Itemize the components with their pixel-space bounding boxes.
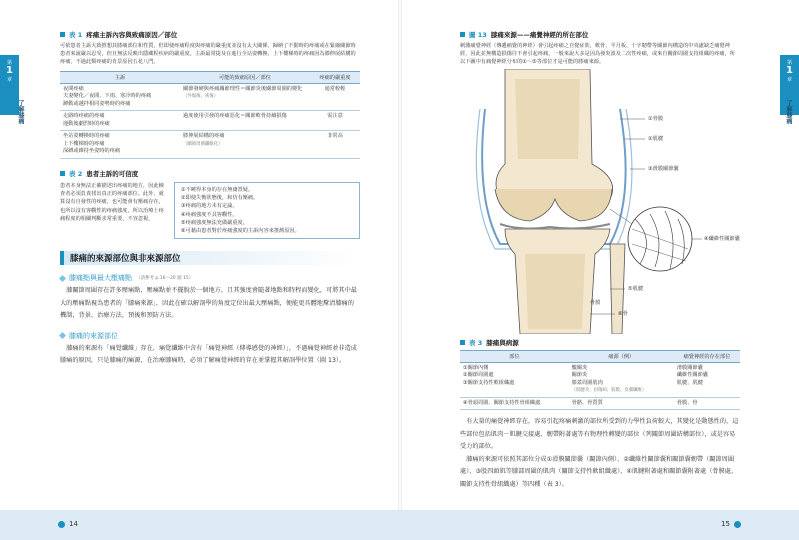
figure-label: ①骨膜	[648, 115, 664, 122]
table3-marker	[460, 340, 465, 345]
table2-list	[174, 182, 360, 240]
site-item: ④骨頭周圍、關節支持性骨組織處	[463, 399, 541, 406]
figure-label: ③滑膜關節囊	[648, 165, 679, 172]
table3-header: 痛源（例）	[569, 350, 674, 362]
complaint-item: 運動後劇烈時的疼痛	[63, 120, 110, 127]
complaint-item: 坐站姿轉換時的疼痛	[63, 133, 110, 140]
table1	[60, 71, 360, 159]
table3-header: 部位	[460, 350, 569, 362]
complaint-item: 走路時疼痛的疼痛	[63, 113, 105, 120]
nerve-item: 滑膜關節囊	[676, 364, 703, 371]
source-item: 膝蓋周圍肌肉	[571, 379, 603, 386]
complaint-item: 蹲動或越拌相同姿勢時的疼痛	[63, 100, 131, 107]
source-item: 關節炎	[571, 372, 588, 379]
nerve-item: 骨膜、骨	[676, 399, 698, 406]
book-gutter	[398, 0, 402, 540]
subsection-heading: 膝痛的來源部位	[60, 331, 360, 341]
figure-label: ②肌腱	[648, 135, 664, 142]
table1-header: 可能的致痛原因／部位	[180, 71, 310, 83]
figure13-title: 圖 13 膝痛來源——痛覺神經的所在部位	[460, 30, 740, 39]
cause-note: （關節周圍纖維化）	[183, 141, 223, 147]
page-dot-icon	[734, 521, 741, 528]
severity-cell: 通常較輕	[310, 83, 360, 111]
figure13-marker	[460, 32, 465, 37]
table-row	[60, 131, 360, 159]
list-item: ⑤疼痛強度無法充做嚴重度。	[181, 219, 248, 226]
table2	[60, 182, 360, 240]
table-row	[60, 83, 360, 111]
site-item: ①關節內側	[463, 364, 489, 371]
table3	[460, 350, 740, 411]
left-page	[60, 30, 360, 368]
source-item: 骨骼、骨質質	[571, 399, 603, 406]
cause-text: 膝伸展結構的疼痛	[183, 133, 225, 140]
chapter-label-left: 了解膝痛	[17, 100, 24, 124]
figure-label: 骨膜	[590, 299, 601, 306]
table-row	[60, 111, 360, 131]
page-number-right: 15	[721, 520, 741, 528]
table2-title: 表 2 患者主訴的可信度	[60, 169, 360, 178]
severity-cell: 需注意	[310, 111, 360, 131]
cause-note: （外傷後、術後）	[183, 94, 219, 100]
source-note: （肌腱炎、扭傷病、筋膜、皮膚纖維）	[571, 388, 647, 394]
table1-header: 主訴	[60, 71, 180, 83]
nerve-item: 纖維性關節囊	[676, 372, 708, 379]
cause-text: 過度使用引發的疼痛惡化＝關節軟骨持續損傷	[183, 113, 287, 120]
site-item: ②關節周圍處	[463, 372, 494, 379]
figure13-caption: 刺激痛覺神經（傳遞痛覺的神經）會引起疼痛之自覺症狀，軟骨、半月板、十字韌帶等關節內構造的中央處缺乏痛覺神經，因此並無構造損傷往不會引起疼痛，一般來說大多是因為發炎波及二次性疼痛，或來自關節周圍支持組織的疼痛，所以下圖中有痛覺神經分布的①～⑤等部位才是可能的膝痛來源。	[460, 43, 735, 66]
list-item: ②即使失衡狀態後，和仿有壓痛。	[181, 194, 259, 201]
figure-label: ⑤肌腱	[628, 285, 644, 292]
table-row	[460, 362, 740, 397]
severity-cell: 非常高	[310, 131, 360, 159]
section-title: 膝痛的來源部位與非來源部位	[60, 251, 360, 265]
cause-text: 關節發硬與疼痛關節理性＝關節炎後關節周圍的變化	[183, 85, 303, 92]
site-item: ③關節支持性軟組織處	[463, 379, 515, 386]
diamond-icon	[59, 275, 66, 282]
table2-marker	[60, 171, 65, 176]
paragraph: 有大量的痛覺神經存在，容易引起疼痛刺激的部位所受到的力學性負荷較大，其變化是動態性的，這些部位包括肌肉－肌腱交接處、韌帶附著處等有物理性轉變的部位（列關節周圍結構部位），或是容易受力的部位。	[460, 418, 739, 451]
table1-marker	[60, 32, 65, 37]
subsection-heading: 膝痛點與最大壓痛點 （請參考 p.16～20 圖 15）	[60, 273, 360, 283]
knee-anatomy-figure	[460, 69, 740, 334]
diamond-icon	[59, 332, 66, 339]
list-item: ③疼痛的地方未有定論。	[181, 203, 238, 210]
page-number-left: 14	[58, 520, 78, 528]
list-item: ④疼痛強度不具客觀性。	[181, 211, 238, 218]
figure-label: ④纖維性關節囊	[704, 235, 740, 242]
table1-header: 疼痛的嚴重度	[310, 71, 360, 83]
complaint-item: 上下樓梯時的疼痛	[63, 140, 105, 147]
table3-title: 表 3 膝痛與病源	[460, 338, 740, 347]
paragraph: 膝痛的來源有「痛覺纖維」存在，痛覺纖維中含有「痛覺神經（傳導感覺的神經）」，不過痛覺神經並非造成膝痛的原因，只是膝痛的痛源，在治療膝痛時，必須了解痛覺神經的存在並掌握其解剖學位置（圖 13）。	[60, 344, 357, 365]
chapter-tab-right: 第 1 章	[780, 55, 799, 115]
table1-intro: 可依患者主訴大致推想其膝痛部位和性質，但即使疼痛程度與疼痛的嚴重度並沒有太大關係，歸納了不勤時的疼痛或在緊縮關節時患者來說嚴以忍受，但且無法反映出隱藏程疾病的嚴重度。主訴最常提及在進行全站姿轉換、上下樓梯時的疼痛因為膝伸展結構的疼痛，不過此類疼痛的肯景原因五花八門。	[60, 43, 356, 66]
page-footer	[0, 510, 799, 540]
paragraph: 膝關節周圍存在許多壓痛點，壓痛點並不擺脫於一個地方，且其強度會隨著地點和時程而變化，可將其中最大的壓痛點視為患者的「膝痛來源」，因此在確以解剖學的角度定位出最大壓痛點，便能更具體地釐清膝痛的機制，背景、治療方法，預後和預防方法。	[60, 287, 357, 320]
complaint-item: 夫妻變化／夜間、下雨、寒冷時的疼痛	[63, 93, 152, 100]
table3-header: 痛覺神經的存在部位	[674, 350, 740, 362]
list-item: ①不曉得本身的存在無庸置疑。	[181, 186, 254, 193]
table2-text: 患者本身無法正確描述出疼痛的地方，因此檢查者必須負責找出真正的疼痛部位。此外，就算沒有自發性的疼痛，也可能會有壓痛存在，也所以沒有客觀性的疼痛強度，所以治療上疼痛程度的相關判斷求常重要，不容忽視。	[60, 182, 164, 222]
figure-label: ⑥骨	[618, 310, 628, 317]
table1-title: 表 1 疼痛主訴內容與致痛原因／部位	[60, 30, 360, 39]
page-dot-icon	[58, 521, 65, 528]
table-row	[460, 397, 740, 410]
complaint-item: 夜間疼痛	[63, 85, 84, 92]
source-item: 髖關炎	[571, 364, 588, 371]
list-item: ⑥可藉由患者對於疼痛強度的主訴內容來推測原因。	[181, 228, 300, 235]
nerve-item: 肌腱、肌腱	[676, 379, 703, 386]
right-page	[460, 30, 740, 491]
knee-illustration	[460, 69, 740, 334]
complaint-item: 深蹲或維持坐姿時的疼痛	[63, 148, 121, 155]
paragraph: 膝痛的來源可依照其部位分成①滑膜關節囊（關節內側）、②纖維性關節囊和關節囊韌帶（關節周圍處）、③股四頭肌等膝部周圍的肌肉（關節支持性軟組織處）、④肌腱附著處和關節囊附著處（骨膜處、關節支持性骨組織處）等四種（表 3）。	[460, 455, 738, 488]
chapter-label-right: 了解膝痛	[785, 100, 792, 124]
chapter-tab-left: 第 1 章	[0, 55, 19, 115]
